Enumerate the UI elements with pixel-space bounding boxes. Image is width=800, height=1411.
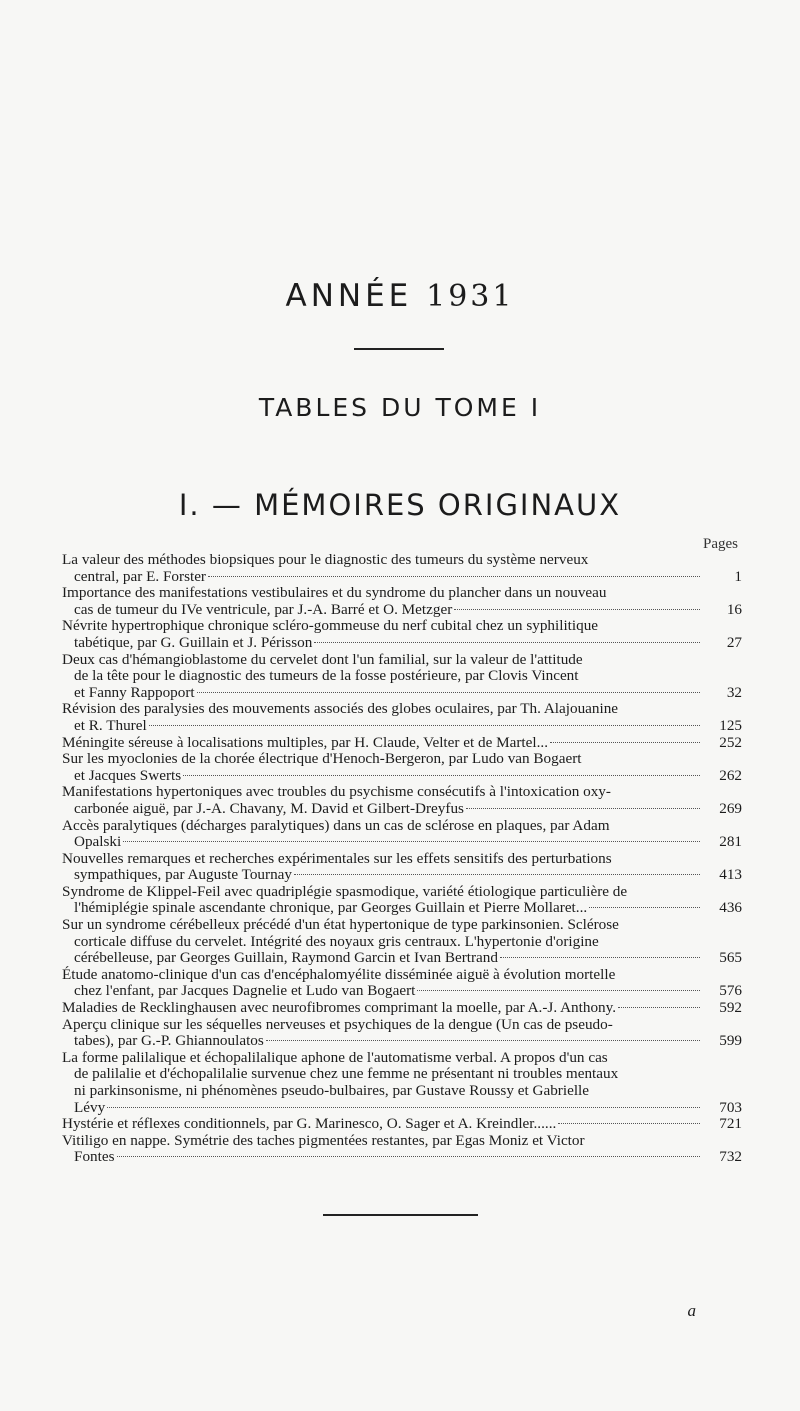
leader-dots bbox=[294, 873, 700, 875]
leader-dots bbox=[500, 956, 700, 958]
entry-line: Manifestations hypertoniques avec troubles du psychisme consécutifs à l'intoxication oxy- bbox=[62, 783, 611, 801]
toc-entry bbox=[62, 585, 742, 618]
page-number: 436 bbox=[719, 899, 742, 917]
entry-line-final: central, par E. Forster bbox=[74, 567, 206, 585]
page-number: 592 bbox=[719, 999, 742, 1017]
entry-line: Syndrome de Klippel-Feil avec quadriplégie spasmodique, variété étiologique particulière de bbox=[62, 882, 628, 900]
entry-line: Sur les myoclonies de la chorée électrique d'Henoch-Bergeron, par Ludo van Bogaert bbox=[62, 750, 582, 768]
leader-dots bbox=[558, 1122, 700, 1124]
entry-line-final: l'hémiplégie spinale ascendante chronique, par Georges Guillain et Pierre Mollaret... bbox=[74, 899, 588, 917]
divider-rule bbox=[354, 348, 444, 350]
entry-line: corticale diffuse du cervelet. Intégrité des noyaux gris centraux. L'hypertonie d'origine bbox=[74, 932, 599, 950]
leader-dots bbox=[117, 1155, 700, 1157]
entry-line: Accès paralytiques (décharges paralytiques) dans un cas de sclérose en plaques, par Adam bbox=[62, 816, 610, 834]
leader-dots bbox=[123, 840, 700, 842]
entry-line: Sur un syndrome cérébelleux précédé d'un état hypertonique de type parkinsonien. Sclérose bbox=[62, 916, 619, 934]
page-number: 413 bbox=[719, 866, 742, 884]
folio-mark: a bbox=[687, 1301, 696, 1320]
entry-line: Nouvelles remarques et recherches expérimentales sur les effets sensitifs des perturbations bbox=[62, 849, 612, 867]
entry-line-final: carbonée aiguë, par J.-A. Chavany, M. David et Gilbert-Dreyfus bbox=[74, 799, 464, 817]
entry-line: de la tête pour le diagnostic des tumeurs de la fosse postérieure, par Clovis Vincent bbox=[74, 667, 579, 685]
entry-line: ni parkinsonisme, ni phénomènes pseudo-bulbaires, par Gustave Roussy et Gabrielle bbox=[74, 1082, 589, 1099]
toc-entry bbox=[62, 618, 742, 651]
toc-entry bbox=[62, 884, 742, 917]
page-number: 732 bbox=[719, 1148, 742, 1166]
toc-entry bbox=[62, 917, 742, 967]
leader-dots bbox=[454, 608, 700, 610]
entry-line: La valeur des méthodes biopsiques pour le diagnostic des tumeurs du système nerveux bbox=[62, 551, 589, 568]
page-number: 721 bbox=[719, 1115, 742, 1133]
table-of-contents bbox=[62, 552, 742, 1166]
page-number: 32 bbox=[726, 683, 742, 701]
divider-rule-bottom bbox=[323, 1214, 478, 1216]
toc-entry bbox=[62, 967, 742, 1000]
leader-dots bbox=[618, 1006, 700, 1008]
leader-dots bbox=[550, 741, 700, 743]
toc-entry bbox=[62, 1116, 742, 1133]
page-number: 262 bbox=[719, 766, 742, 784]
year-word: ANNÉE bbox=[285, 278, 413, 314]
page-number: 703 bbox=[719, 1098, 742, 1116]
toc-entry bbox=[62, 701, 742, 734]
leader-dots bbox=[266, 1039, 700, 1041]
entry-line: Aperçu clinique sur les séquelles nerveuses et psychiques de la dengue (Un cas de pseudo- bbox=[62, 1015, 613, 1033]
leader-dots bbox=[314, 641, 700, 643]
entry-line-final: Méningite séreuse à localisations multiples, par H. Claude, Velter et de Martel... bbox=[62, 733, 549, 751]
page-year-heading bbox=[0, 278, 800, 314]
entry-line-final: Hystérie et réflexes conditionnels, par G. Marinesco, O. Sager et A. Kreindler...... bbox=[62, 1115, 557, 1133]
toc-entry bbox=[62, 1000, 742, 1017]
year-number: 1931 bbox=[426, 279, 515, 314]
entry-line-final: Maladies de Recklinghausen avec neurofibromes comprimant la moelle, par A.-J. Anthony. bbox=[62, 999, 617, 1017]
entry-line: Révision des paralysies des mouvements associés des globes oculaires, par Th. Alajouanine bbox=[62, 700, 619, 718]
entry-line-final: sympathiques, par Auguste Tournay bbox=[74, 866, 292, 884]
page-number: 576 bbox=[719, 982, 742, 1000]
toc-entry bbox=[62, 1133, 742, 1166]
page-number: 1 bbox=[734, 567, 742, 585]
entry-line-final: cas de tumeur du IVe ventricule, par J.-A. Barré et O. Metzger bbox=[74, 600, 453, 618]
toc-entry bbox=[62, 751, 742, 784]
page-number: 565 bbox=[719, 949, 742, 967]
toc-entry bbox=[62, 784, 742, 817]
leader-dots bbox=[417, 989, 700, 991]
pages-column-header: Pages bbox=[703, 536, 738, 552]
leader-dots bbox=[149, 724, 700, 726]
entry-line-final: et Jacques Swerts bbox=[74, 766, 182, 784]
page-number: 281 bbox=[719, 833, 742, 851]
page-number: 125 bbox=[719, 716, 742, 734]
leader-dots bbox=[183, 774, 700, 776]
leader-dots bbox=[466, 807, 700, 809]
entry-line: La forme palilalique et échopalilalique aphone de l'automatisme verbal. A propos d'un cas bbox=[62, 1048, 608, 1066]
leader-dots bbox=[197, 691, 700, 693]
entry-line: de palilalie et d'échopalilalie survenue chez une femme ne présentant ni troubles mentaux bbox=[74, 1065, 619, 1083]
entry-line: Importance des manifestations vestibulaires et du syndrome du plancher dans un nouveau bbox=[62, 584, 607, 602]
toc-entry bbox=[62, 552, 742, 585]
entry-line-final: tabes), par G.-P. Ghiannoulatos bbox=[74, 1032, 264, 1050]
entry-line: Vitiligo en nappe. Symétrie des taches pigmentées restantes, par Egas Moniz et Victor bbox=[62, 1131, 585, 1149]
entry-line-final: Lévy bbox=[74, 1098, 106, 1116]
toc-entry bbox=[62, 1017, 742, 1050]
toc-entry bbox=[62, 818, 742, 851]
tables-title: TABLES DU TOME I bbox=[258, 393, 542, 422]
entry-line: Étude anatomo-clinique d'un cas d'encéphalomyélite disséminée aiguë à évolution mortelle bbox=[62, 965, 616, 983]
entry-line-final: Opalski bbox=[74, 833, 122, 851]
entry-line: Névrite hypertrophique chronique scléro-gommeuse du nerf cubital chez un syphilitique bbox=[62, 617, 599, 635]
page-number: 16 bbox=[726, 600, 742, 618]
toc-entry bbox=[62, 1050, 742, 1116]
entry-line-final: chez l'enfant, par Jacques Dagnelie et Ludo van Bogaert bbox=[74, 982, 416, 1000]
page-number: 599 bbox=[719, 1032, 742, 1050]
page-number: 27 bbox=[726, 633, 742, 651]
entry-line-final: Fontes bbox=[74, 1148, 115, 1166]
entry-line-final: cérébelleuse, par Georges Guillain, Raymond Garcin et Ivan Bertrand bbox=[74, 949, 498, 967]
leader-dots bbox=[107, 1106, 700, 1108]
toc-entry bbox=[62, 735, 742, 752]
toc-entry bbox=[62, 851, 742, 884]
toc-entry bbox=[62, 652, 742, 702]
entry-line: Deux cas d'hémangioblastome du cervelet dont l'un familial, sur la valeur de l'attitude bbox=[62, 650, 583, 668]
leader-dots bbox=[208, 575, 700, 577]
entry-line-final: et R. Thurel bbox=[74, 716, 147, 734]
page-number: 252 bbox=[719, 733, 742, 751]
section-title: I. — MÉMOIRES ORIGINAUX bbox=[178, 488, 622, 522]
page-number: 269 bbox=[719, 799, 742, 817]
leader-dots bbox=[589, 906, 700, 908]
entry-line-final: tabétique, par G. Guillain et J. Périsson bbox=[74, 633, 313, 651]
entry-line-final: et Fanny Rappoport bbox=[74, 683, 195, 701]
